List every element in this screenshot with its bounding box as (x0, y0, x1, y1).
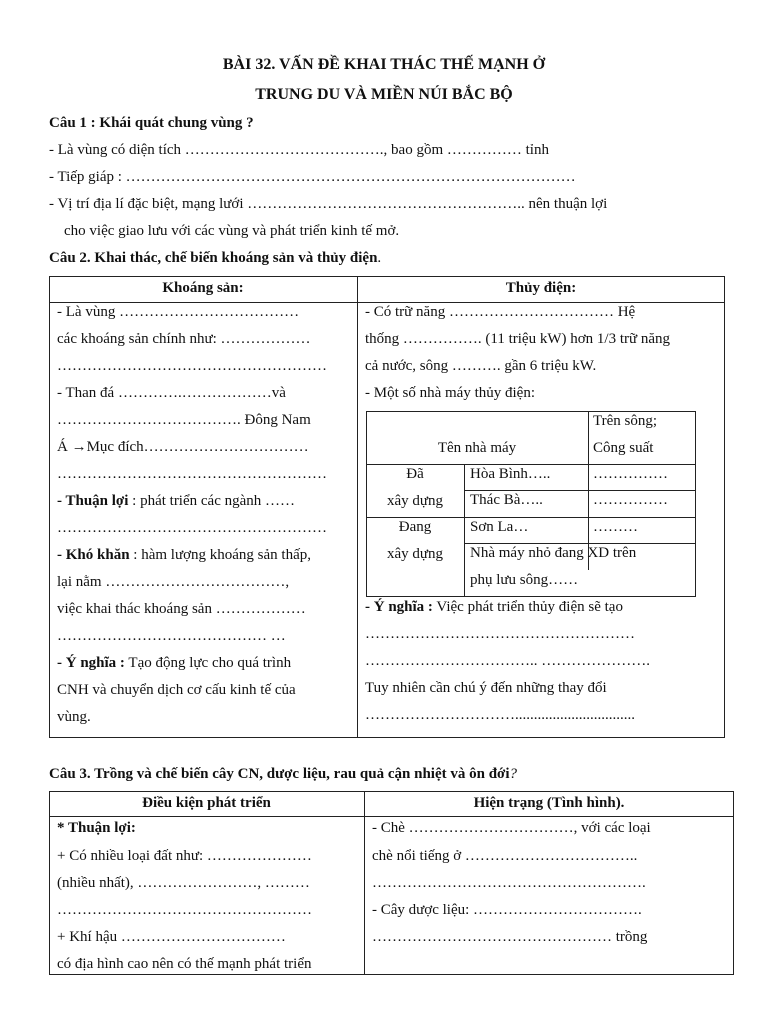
status-built: Đã (406, 466, 424, 482)
minerals-difficulty: - Khó khăn : hàm lượng khoáng sản thấp, (57, 547, 311, 563)
minerals-line: ………………………………. Đông Nam (57, 412, 311, 428)
plant-power: ……… (593, 519, 638, 535)
minerals-line: ……………………………………………… (57, 520, 327, 536)
conditions-line: …………………………………………… (57, 902, 312, 918)
header-status: Hiện trạng (Tình hình). (473, 795, 625, 811)
hydro-line: ……………………………………………… (365, 626, 635, 642)
status-building: xây dựng (386, 546, 444, 562)
q2-heading: Câu 2. Khai thác, chế biến khoáng sản và thủy điện (49, 250, 378, 266)
hydro-line: Tuy nhiên cần chú ý đến những thay đổi (365, 680, 607, 696)
minerals-line: …………………………………… … (57, 628, 286, 644)
minerals-line: ……………………………………………… (57, 358, 327, 374)
plant-name: Thác Bà….. (470, 492, 543, 508)
conditions-line: (nhiều nhất), ……………………, ……… (57, 875, 310, 891)
status-building: Đang (398, 519, 432, 535)
conditions-line: + Có nhiều loại đất như: ………………… (57, 848, 312, 864)
plant-power: …………… (593, 466, 668, 482)
minerals-line: lại nằm ………………………………, (57, 574, 290, 590)
q2-heading-tail: . (377, 250, 382, 266)
status-line: chè nổi tiếng ở …………………………….. (372, 848, 638, 864)
hydro-line: thống ……………. (11 triệu kW) hơn 1/3 trữ năng (365, 331, 671, 347)
plants-header-power: Công suất (593, 440, 654, 456)
page-title-line-1: BÀI 32. VẤN ĐỀ KHAI THÁC THẾ MẠNH Ở (222, 56, 546, 73)
status-line: - Cây dược liệu: ……………………………. (372, 902, 642, 918)
minerals-line: - Là vùng ……………………………… (57, 304, 300, 320)
q1-line-borders: - Tiếp giáp : ……………………………………………………………………………… (49, 169, 576, 185)
q1-line-location: - Vị trí địa lí đặc biệt, mạng lưới ……………………………………………….. nên thuận lợi (49, 196, 608, 212)
small-plants-note: Nhà máy nhỏ đang XD trên (470, 545, 637, 561)
status-line: ………………………………………………. (372, 875, 646, 891)
plants-header-power: Trên sông; (593, 413, 658, 429)
header-minerals: Khoáng sản: (162, 280, 244, 296)
minerals-meaning: - Ý nghĩa : Tạo động lực cho quá trình (57, 655, 292, 671)
header-conditions: Điều kiện phát triển (142, 795, 271, 811)
hydro-meaning: - Ý nghĩa : Việc phát triển thủy điện sẽ tạo (365, 599, 623, 615)
q1-line-trade: cho việc giao lưu với các vùng và phát triển kinh tế mở. (64, 223, 400, 239)
minerals-line: việc khai thác khoáng sản ……………… (57, 601, 306, 617)
minerals-line: - Than đá ………….………………và (57, 385, 286, 401)
page-title-line-2: TRUNG DU VÀ MIỀN NÚI BẮC BỘ (255, 86, 513, 103)
conditions-line: + Khí hậu …………………………… (57, 929, 286, 945)
crops-table-header-rule (49, 816, 734, 817)
q2-heading-line (49, 248, 381, 268)
q3-heading-tail: ? (509, 766, 518, 782)
plant-name: Hòa Bình….. (470, 466, 551, 482)
conditions-line: có địa hình cao nên có thế mạnh phát triển (57, 956, 312, 972)
crops-table-divider (364, 791, 365, 975)
status-built: xây dựng (386, 493, 444, 509)
q1-line-area: - Là vùng có diện tích …………………………………., bao gồm …………… tỉnh (49, 142, 549, 158)
hydro-line: - Một số nhà máy thủy điện: (365, 385, 535, 401)
hydro-line: cả nước, sông ………. gần 6 triệu kW. (365, 358, 597, 374)
status-line: ………………………………………… trồng (372, 929, 648, 945)
q3-heading: Câu 3. Trồng và chế biến cây CN, dược liệu, rau quả cận nhiệt và ôn đới (49, 766, 510, 782)
conditions-line: * Thuận lợi: (57, 820, 136, 836)
small-plants-note: phụ lưu sông…… (470, 572, 579, 588)
minerals-line: các khoáng sản chính như: ……………… (57, 331, 311, 347)
minerals-line: vùng. (57, 709, 91, 725)
plants-table-col-line (464, 464, 465, 597)
minerals-line: Á →Mục đích…………………………… (57, 439, 309, 455)
hydro-line: …………………………….. …………………. (365, 653, 650, 669)
q1-heading: Câu 1 : Khái quát chung vùng ? (49, 115, 254, 131)
hydro-line: …………………………................................ (365, 707, 635, 723)
minerals-line: CNH và chuyển dịch cơ cấu kinh tế của (57, 682, 296, 698)
plant-power: …………… (593, 492, 668, 508)
q3-heading-line (49, 764, 517, 784)
plants-header-name: Tên nhà máy (437, 440, 517, 456)
plant-name: Sơn La… (470, 519, 529, 535)
hydro-line: - Có trữ năng …………………………… Hệ (365, 304, 636, 320)
status-line: - Chè ……………………………, với các loại (372, 820, 651, 836)
minerals-advantage: - Thuận lợi : phát triển các ngành …… (57, 493, 296, 509)
minerals-line: ……………………………………………… (57, 466, 327, 482)
header-hydropower: Thủy điện: (505, 280, 577, 296)
table-divider (357, 276, 358, 738)
